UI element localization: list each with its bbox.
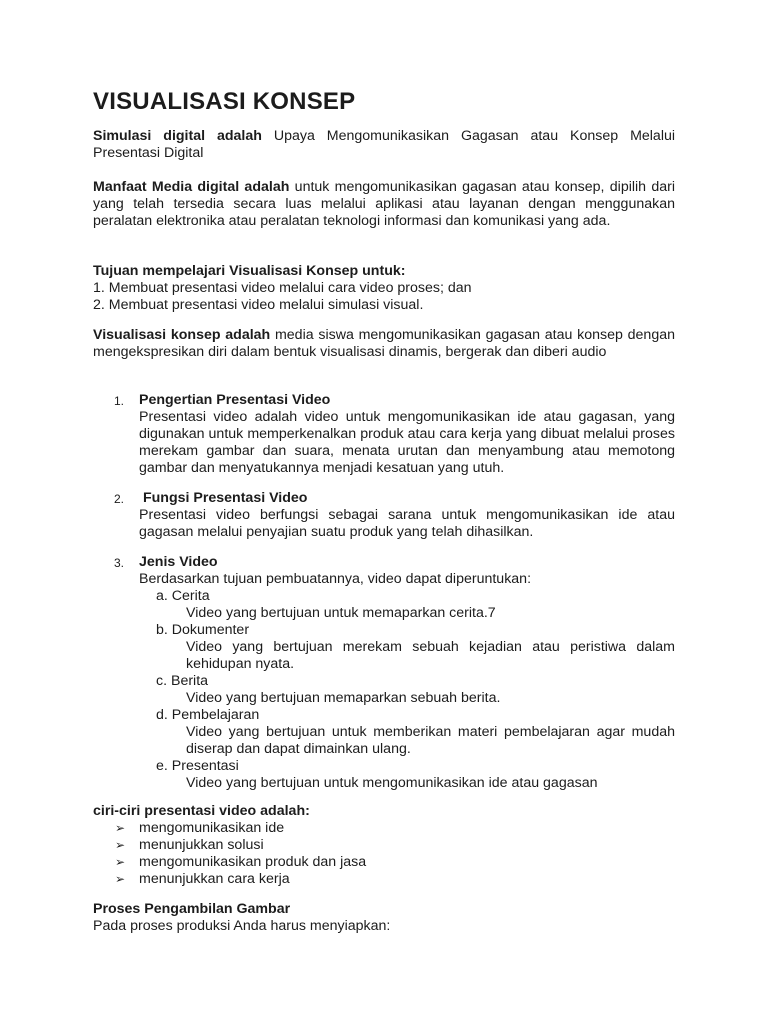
term-visualisasi-konsep: Visualisasi konsep adalah xyxy=(93,327,271,343)
tujuan-block xyxy=(93,263,675,314)
definition-text: untuk mengomunikasikan gagasan atau konsep, dipilih dari yang telah tersedia secara luas melalui aplikasi atau layanan dengan menggunakan peralatan elektronika atau peralatan teknologi informasi dan komunikasi yang ada. xyxy=(93,179,675,229)
list-item-text: menunjukkan solusi xyxy=(139,837,264,853)
list-number: 3. xyxy=(114,556,125,570)
tujuan-heading: Tujuan mempelajari Visualisasi Konsep untuk: xyxy=(93,263,406,279)
jenis-desc: Video yang bertujuan untuk memaparkan cerita.7 xyxy=(186,605,496,621)
proses-heading: Proses Pengambilan Gambar xyxy=(93,901,291,917)
jenis-label: d. Pembelajaran xyxy=(156,707,260,723)
list-number: 1. xyxy=(114,394,125,408)
arrow-bullet-icon: ➢ xyxy=(115,838,126,852)
section-title: Fungsi Presentasi Video xyxy=(139,490,308,506)
proses-text: Pada proses produksi Anda harus menyiapkan: xyxy=(93,918,391,934)
section-title: Pengertian Presentasi Video xyxy=(139,392,331,408)
paragraph-visualisasi-konsep xyxy=(93,327,675,361)
jenis-label: a. Cerita xyxy=(156,588,210,604)
term-manfaat-media: Manfaat Media digital adalah xyxy=(93,179,290,195)
page-title: VISUALISASI KONSEP xyxy=(93,88,356,115)
ciri-block xyxy=(93,803,675,888)
list-item-text: mengomunikasikan produk dan jasa xyxy=(139,854,367,870)
paragraph-manfaat-media xyxy=(93,179,675,230)
section-title: Jenis Video xyxy=(139,554,218,570)
section-body: Presentasi video adalah video untuk mengomunikasikan ide atau gagasan, yang digunakan untuk memperkenalkan produk atau cara kerja yang dibuat melalui proses merekam gambar dan suara, menata urutan dan menyambung atau memotong gambar dan menyatukannya menjadi kesatuan yang utuh. xyxy=(139,409,675,476)
jenis-desc: Video yang bertujuan untuk mengomunikasikan ide atau gagasan xyxy=(186,775,598,791)
jenis-label: c. Berita xyxy=(156,673,209,689)
list-item-text: mengomunikasikan ide xyxy=(139,820,285,836)
list-item xyxy=(93,871,675,888)
list-item-text: menunjukkan cara kerja xyxy=(139,871,290,887)
arrow-bullet-icon: ➢ xyxy=(115,855,126,869)
list-item xyxy=(93,820,675,837)
ciri-list xyxy=(93,820,675,888)
section-body: Presentasi video berfungsi sebagai sarana untuk mengomunikasikan ide atau gagasan melalui penyajian suatu produk yang telah dihasilkan. xyxy=(139,507,675,540)
definition-text: media siswa mengomunikasikan gagasan atau konsep dengan mengekspresikan diri dalam bentuk visualisasi dinamis, bergerak dan diberi audio xyxy=(93,327,675,360)
tujuan-item: 2. Membuat presentasi video melalui simulasi visual. xyxy=(93,297,424,313)
paragraph-simulasi-digital xyxy=(93,128,675,162)
arrow-bullet-icon: ➢ xyxy=(115,821,126,835)
term-simulasi-digital: Simulasi digital adalah xyxy=(93,128,262,144)
jenis-desc: Video yang bertujuan memaparkan sebuah berita. xyxy=(186,690,501,706)
arrow-bullet-icon: ➢ xyxy=(115,872,126,886)
jenis-label: b. Dokumenter xyxy=(156,622,250,638)
jenis-label: e. Presentasi xyxy=(156,758,239,774)
section-body: Berdasarkan tujuan pembuatannya, video dapat diperuntukan: xyxy=(139,571,532,587)
ciri-heading: ciri-ciri presentasi video adalah: xyxy=(93,803,310,819)
jenis-desc: Video yang bertujuan untuk memberikan materi pembelajaran agar mudah diserap dan dapat dimainkan ulang. xyxy=(186,724,675,757)
tujuan-item: 1. Membuat presentasi video melalui cara video proses; dan xyxy=(93,280,472,296)
list-item xyxy=(93,854,675,871)
list-item xyxy=(93,837,675,854)
proses-block xyxy=(93,901,675,935)
definition-text: Upaya Mengomunikasikan Gagasan atau Konsep Melalui Presentasi Digital xyxy=(93,128,676,161)
list-number: 2. xyxy=(114,492,125,506)
jenis-desc: Video yang bertujuan merekam sebuah kejadian atau peristiwa dalam kehidupan nyata. xyxy=(186,639,675,672)
